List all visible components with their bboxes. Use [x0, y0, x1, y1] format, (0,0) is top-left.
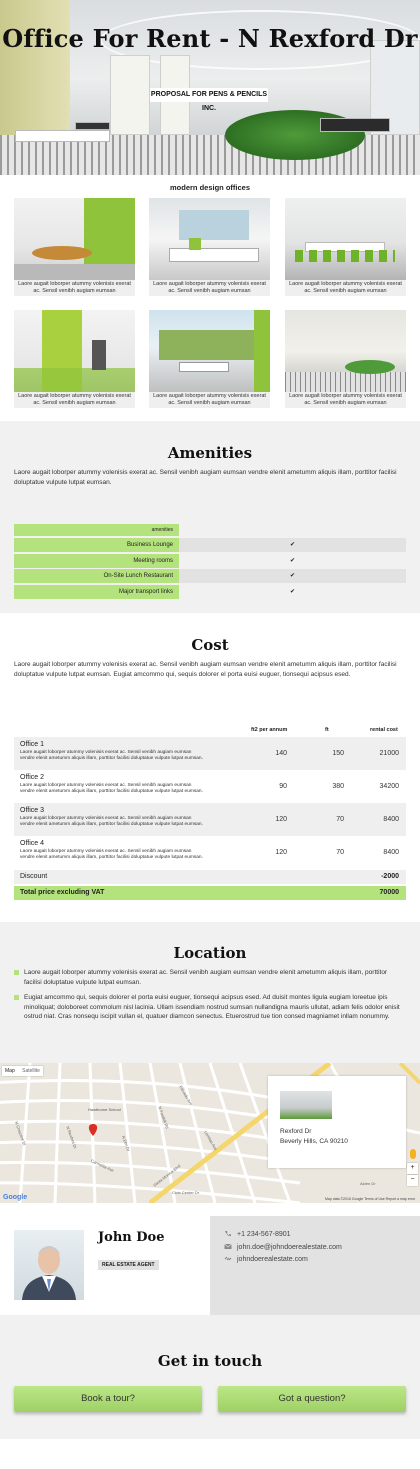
office-rent: 8400 [383, 816, 399, 823]
office-area: 380 [332, 783, 344, 790]
office-name: Office 1 [20, 741, 44, 748]
book-tour-button[interactable]: Book a tour? [14, 1386, 202, 1412]
gallery-image [14, 198, 135, 280]
contact-heading: Get in touch [157, 1352, 263, 1370]
gallery-heading: modern design offices [169, 183, 250, 192]
agent-avatar [14, 1230, 84, 1300]
gallery-image [149, 310, 270, 392]
agent-role-badge: REAL ESTATE AGENT [98, 1260, 159, 1270]
map-street-label: Santa Monica Blvd [151, 1163, 182, 1188]
contact-phone[interactable] [224, 1230, 291, 1238]
cost-text: Laore augait loborper atummy volenisis exerat ac. Sensil venibh augiam eumsan vendre elenit ametumm aliquis illam, porttitor facilisi doluptatue vulpute lutpat eumsan. Eugiat amcommo qui, sequis dolorer el porta euisi euguer, tionsequi acipsus esed. [14, 661, 397, 678]
office-area: 70 [336, 849, 344, 856]
amenities-text: Laore augait loborper atummy volenisis exerat ac. Sensil venibh augiam eumsan vendre elenit ametumm aliquis illam, porttitor facilisi doluptatue vulpute lutpat eumsan. [14, 469, 397, 486]
map-address-card [268, 1076, 406, 1168]
office-area: 70 [336, 816, 344, 823]
location-heading: Location [173, 944, 247, 962]
gallery-tile[interactable] [149, 198, 270, 296]
agent-portrait [14, 1230, 84, 1300]
email-icon [224, 1243, 232, 1250]
map-tab-map[interactable]: Map [5, 1068, 15, 1074]
pegman-icon[interactable] [410, 1149, 416, 1159]
amenities-header-row [14, 524, 406, 536]
map-street-label: N Elm Dr [120, 1135, 132, 1152]
phone-icon [224, 1230, 232, 1237]
question-button[interactable]: Got a question? [218, 1386, 406, 1412]
amenity-label: On-Site Lunch Restaurant [14, 569, 179, 583]
gallery-image [285, 310, 406, 392]
address-line2: Beverly Hills, CA 90210 [280, 1138, 348, 1145]
gallery-tile[interactable] [285, 198, 406, 296]
office-name: Office 2 [20, 774, 44, 781]
office-desc: Laore augait loborper atummy volenisis exerat ac. Sensil venibh augiam eumsan vendre elenit ametumm aliquis illam, porttitor facilisi doluptatue vulpute lutpat eumsan. [20, 783, 203, 794]
office-price: 120 [275, 849, 287, 856]
discount-label: Discount [20, 873, 48, 880]
link-icon [224, 1255, 232, 1262]
check-icon: ✔ [179, 585, 406, 599]
office-area: 150 [332, 750, 344, 757]
hero-window [110, 55, 150, 135]
hero-desk [15, 130, 110, 142]
map-school-label: Hawthorne School [88, 1107, 121, 1112]
gallery-caption: Laore augait loborper atummy volenisis exerat ac. Sensil venibh augiam eumsan [14, 280, 135, 296]
gallery-image [14, 310, 135, 392]
gallery-image [285, 198, 406, 280]
gallery-tile[interactable] [14, 198, 135, 296]
proposal-badge: PROPOSAL FOR PENS & PENCILS INC. [150, 88, 268, 102]
col-header-rent: rental cost [370, 727, 398, 733]
map-street-label: N Rexford Dr [65, 1125, 79, 1150]
email-text: john.doe@johndoerealestate.com [237, 1244, 342, 1251]
total-row [14, 886, 406, 900]
map-street-label: Carmelita Ave [90, 1157, 115, 1174]
contact-website[interactable] [224, 1255, 308, 1263]
amenity-row [14, 538, 406, 552]
map-street-label: N Foothill Rd [157, 1105, 170, 1130]
office-price: 120 [275, 816, 287, 823]
discount-value: -2000 [381, 873, 399, 880]
bullet-marker [14, 970, 19, 975]
col-header-price: ft2 per annum [251, 727, 288, 733]
discount-row [14, 870, 406, 884]
website-text: johndoerealestate.com [237, 1256, 308, 1263]
phone-text: +1 234-567-8901 [237, 1231, 291, 1238]
amenity-label: Business Lounge [14, 538, 179, 552]
location-bullet [14, 968, 406, 987]
map-card-thumbnail [280, 1091, 332, 1119]
map-street-label: Elevado Ave [178, 1084, 194, 1107]
gallery-tile[interactable] [14, 310, 135, 408]
office-desc: Laore augait loborper atummy volenisis exerat ac. Sensil venibh augiam eumsan vendre elenit ametumm aliquis illam, porttitor facilisi doluptatue vulpute lutpat eumsan. [20, 750, 203, 761]
gallery-caption: Laore augait loborper atummy volenisis exerat ac. Sensil venibh augiam eumsan [285, 280, 406, 296]
office-name: Office 3 [20, 807, 44, 814]
office-rent: 21000 [379, 750, 399, 757]
office-rent: 34200 [379, 783, 399, 790]
map-street-label: N Crescent Dr [13, 1120, 28, 1147]
amenities-heading: Amenities [167, 444, 253, 462]
total-label: Total price excluding VAT [20, 889, 105, 896]
map-street-label: Civic Center Dr [172, 1190, 200, 1195]
gallery-tile[interactable] [285, 310, 406, 408]
office-price: 90 [279, 783, 287, 790]
bullet-text: Laore augait loborper atummy volenisis exerat ac. Sensil venibh augiam eumsan vendre elenit ametumm aliquis illam, porttitor facilisi doluptatue vulpute lutpat eumsan. [24, 969, 388, 986]
agent-name: John Doe [98, 1230, 165, 1245]
location-bullet [14, 993, 406, 1022]
map-street-label: Alden Dr [360, 1181, 376, 1186]
address-line1: Rexford Dr [280, 1128, 312, 1135]
gallery-caption: Laore augait loborper atummy volenisis exerat ac. Sensil venibh augiam eumsan [285, 392, 406, 408]
map-street-label: Lomitas Ave [203, 1129, 219, 1152]
col-header-area: ft [325, 727, 329, 733]
google-logo: Google [3, 1194, 28, 1201]
hero-monitor [75, 122, 110, 130]
office-rent: 8400 [383, 849, 399, 856]
office-name: Office 4 [20, 840, 44, 847]
check-icon: ✔ [179, 569, 406, 583]
amenity-row [14, 569, 406, 583]
hero-image [0, 0, 420, 175]
check-icon: ✔ [179, 554, 406, 568]
cost-heading: Cost [191, 636, 229, 654]
amenities-column-header: amenities [14, 524, 179, 536]
gallery-caption: Laore augait loborper atummy volenisis exerat ac. Sensil venibh augiam eumsan [14, 392, 135, 408]
gallery-caption: Laore augait loborper atummy volenisis exerat ac. Sensil venibh augiam eumsan [149, 280, 270, 296]
zoom-in-button[interactable]: + [407, 1163, 418, 1174]
zoom-out-button[interactable]: − [407, 1175, 418, 1186]
cost-row [14, 803, 406, 836]
amenity-row [14, 585, 406, 599]
bullet-text: Eugiat amcommo qui, sequis dolorer el porta euisi euguer, tionsequi acipsus esed. Ad duisit montes ligula eugiam loreetue ipis minoliquat; doloboreet commolum nisl lacinia. Ullam issendiam nostrud sumsan nullandigna mauris ullutat, adiam felis odolor enisit ostrud niat. Cras nonsequ iscipit vullan el, quatuer diamcon senectus. Etuerostrud tue tion consed magniamet inllam nonummy. [24, 994, 400, 1020]
cost-row [14, 770, 406, 803]
map-footer[interactable]: Map data ©2016 Google Terms of Use Report a map error [325, 1197, 416, 1201]
map-type-tabs [2, 1066, 43, 1076]
check-icon: ✔ [179, 538, 406, 552]
gallery-caption: Laore augait loborper atummy volenisis exerat ac. Sensil venibh augiam eumsan [149, 392, 270, 408]
map-tab-satellite[interactable]: Satellite [22, 1068, 40, 1074]
office-desc: Laore augait loborper atummy volenisis exerat ac. Sensil venibh augiam eumsan vendre elenit ametumm aliquis illam, porttitor facilisi doluptatue vulpute lutpat eumsan. [20, 816, 203, 827]
gallery-image [149, 198, 270, 280]
bullet-marker [14, 995, 19, 1000]
cost-row [14, 737, 406, 770]
hero-table [320, 118, 390, 132]
total-value: 70000 [379, 889, 399, 896]
contact-section [0, 1315, 420, 1439]
contact-email[interactable] [224, 1243, 342, 1251]
office-price: 140 [275, 750, 287, 757]
amenity-label: Meeting rooms [14, 554, 179, 568]
amenity-label: Major transport links [14, 585, 179, 599]
office-desc: Laore augait loborper atummy volenisis exerat ac. Sensil venibh augiam eumsan vendre elenit ametumm aliquis illam, porttitor facilisi doluptatue vulpute lutpat eumsan. [20, 849, 203, 860]
cost-row [14, 836, 406, 869]
gallery-tile[interactable] [149, 310, 270, 408]
amenity-row [14, 554, 406, 568]
page-title: Office For Rent - N Rexford Dr [2, 24, 418, 53]
